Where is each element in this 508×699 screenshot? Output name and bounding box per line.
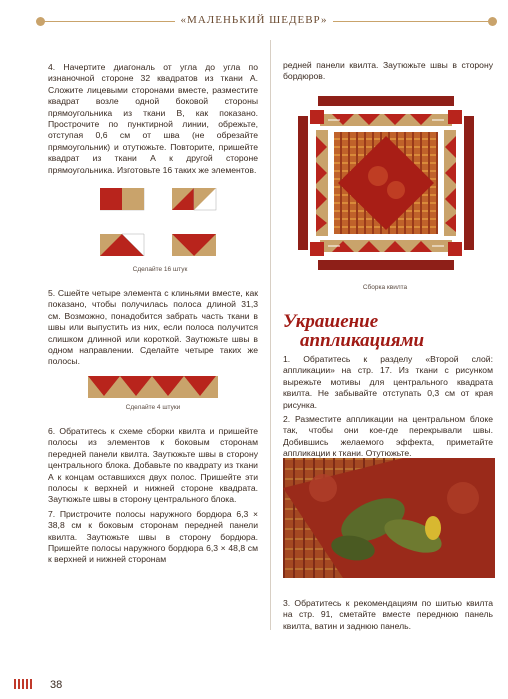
caption-make-4: Сделайте 4 штуки: [125, 404, 181, 411]
step-6-7: [48, 426, 258, 569]
section-title-line-2: аппликациями: [300, 330, 425, 351]
geese-strip-diagram: [88, 376, 218, 398]
applique-photo: [283, 458, 495, 578]
applique-step-3: 3. Обратитесь к рекомендациям по шитью квилта на стр. 91, сметайте вместе переднюю панель квилта, ватин и заднюю панель.: [283, 598, 493, 631]
applique-step-1: 1. Обратитесь к разделу «Второй слой: аппликации» на стр. 17. Из ткани с рисунком вырежьте мотивы для центрального квадрата квилта. Не забывайте отступать 0,3 см от края рисунка.: [283, 354, 493, 410]
applique-photo-illustration: [283, 458, 495, 578]
applique-step-2: 2. Разместите аппликации на центральном блоке так, чтобы они кое-где перекрывали швы. Добившись желаемого эффекта, приметайте аппликации к ткани. Отутюжьте.: [283, 414, 493, 459]
step-5-text: 5. Сшейте четыре элемента с клиньями вместе, как показано, чтобы получилась полоса длиной 31,3 см. Возможно, понадобится забрать часть ткани в швы или выпустить из них, если полоса получится слишком длинной или короткой. Заутюжьте швы в одном направлении. Сделайте четыре таких же полосы.: [48, 288, 258, 367]
page-number: 38: [50, 679, 63, 691]
step-6-text: 6. Обратитесь к схеме сборки квилта и пришейте полосы из элементов к боковым сторонам передней панели квилта. Заутюжьте швы в сторону центрального блока. Добавьте по квадрату из ткани А к концам оставшихся двух полос. Пришейте эти полосы к верхней и нижней стороне квадрата. Заутюжьте швы в сторону центрального блока.: [48, 426, 258, 505]
flying-geese-steps-diagram: [100, 188, 220, 264]
step-4: [48, 62, 258, 179]
quilt-assembly-diagram: [292, 90, 480, 276]
step-7-text: 7. Пристрочите полосы наружного бордюра 6,3 × 38,8 см к боковым сторонам передней панели квилта. Заутюжьте швы в сторону бордюра. Пришейте полосы наружного бордюра 6,3 × 48,8 см к верхней и нижней сторонам: [48, 508, 258, 565]
section-title-line-1: Украшение: [283, 311, 379, 332]
column-divider: [270, 40, 271, 630]
step-5: [48, 288, 258, 371]
step-7-continued-text: редней панели квилта. Заутюжьте швы в сторону бордюров.: [283, 60, 493, 82]
caption-quilt-assembly: Сборка квилта: [362, 284, 408, 291]
applique-steps: [283, 354, 493, 463]
section-title: [283, 312, 424, 350]
running-header: [0, 14, 508, 26]
running-header-text: «МАЛЕНЬКИЙ ШЕДЕВР»: [175, 14, 334, 26]
page-number-stripe: [14, 679, 34, 689]
step-4-text: 4. Начертите диагональ от угла до угла по изнаночной стороне 32 квадратов из ткани А. Сложите лицевыми сторонами вместе, разместите квадрат возле одной боковой стороны прямоугольника из ткани В, как показано. Прострочите по пунктирной линии, обрежьте, отступая 0,6 см от шва (не обрезайте прямоугольник) и отутюжьте. Повторите, пришейте квадрат из ткани А к другой стороне прямоугольника. Изготовьте 16 таких же элементов.: [48, 62, 258, 175]
step-7-continued: [283, 60, 493, 86]
caption-make-16: Сделайте 16 штук: [132, 266, 188, 273]
applique-step-3-block: [283, 598, 493, 635]
